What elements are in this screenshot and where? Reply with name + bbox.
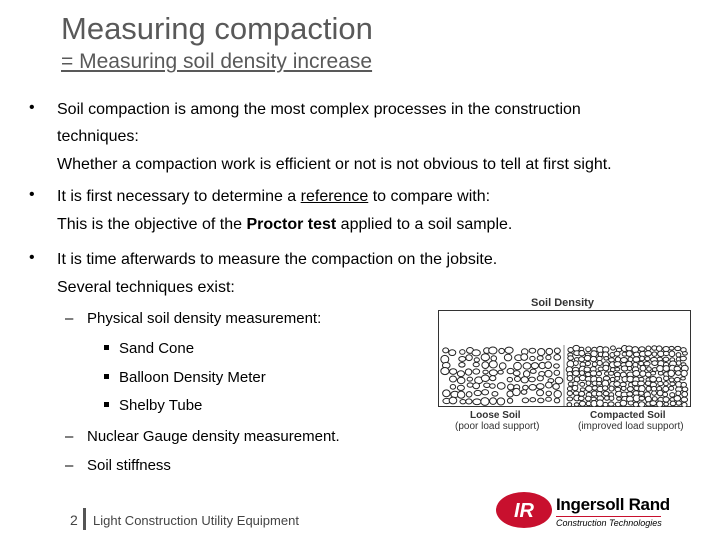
square-bullet-icon	[104, 402, 109, 407]
compacted-soil-particle	[620, 400, 627, 406]
compacted-soil-particle	[652, 361, 658, 366]
loose-soil-particle	[449, 397, 457, 404]
compacted-soil-particle	[640, 356, 645, 361]
footer-divider	[83, 508, 86, 530]
compacted-soil-particle	[676, 391, 681, 395]
compacted-soil-particle	[644, 361, 650, 365]
compacted-soil-particle	[676, 401, 681, 405]
compacted-soil-particle	[579, 357, 585, 362]
loose-soil-particle	[529, 385, 536, 391]
compacted-soil-particle	[663, 366, 669, 372]
loose-soil-particle	[531, 363, 538, 369]
compacted-soil-particle	[586, 381, 591, 386]
technique-balloon: Balloon Density Meter	[119, 369, 266, 386]
compacted-soil-particle	[657, 365, 664, 371]
compacted-soil-particle	[640, 371, 646, 376]
figure-title: Soil Density	[531, 297, 594, 309]
loose-soil-particle	[529, 377, 536, 382]
compacted-soil-particle	[657, 401, 663, 407]
loose-soil-particle	[513, 371, 520, 376]
loose-soil-particle	[473, 362, 479, 366]
loose-soil-particle	[537, 390, 544, 396]
compacted-soil-particle	[669, 351, 675, 357]
loose-soil-particle	[497, 398, 505, 405]
compacted-soil-particle	[597, 382, 602, 386]
compacted-soil-particle	[652, 391, 657, 395]
loose-soil-particle	[530, 398, 536, 402]
loose-soil-particle	[536, 384, 544, 389]
loose-soil-particle	[553, 384, 560, 390]
compacted-soil-particle	[617, 397, 622, 400]
loose-soil-particle	[554, 364, 560, 368]
compacted-soil-particle	[675, 371, 681, 376]
logo-rule	[556, 516, 661, 517]
compacted-soil-particle	[605, 396, 610, 400]
loose-soil-particle	[473, 399, 481, 405]
loose-soil-note: (poor load support)	[455, 421, 540, 432]
compacted-soil-particle	[579, 371, 584, 376]
loose-soil-particle	[546, 382, 553, 388]
compacted-soil-particle	[675, 346, 681, 350]
loose-soil-particle	[545, 370, 552, 377]
loose-soil-particle	[481, 398, 489, 406]
reference-term: reference	[300, 188, 369, 205]
compacted-soil-particle	[609, 371, 614, 375]
compacted-soil-particle	[664, 376, 669, 381]
square-bullet-icon	[104, 374, 109, 379]
compacted-soil-particle	[579, 401, 585, 406]
loose-soil-particle	[482, 390, 489, 395]
sub-item-stiffness: Soil stiffness	[87, 457, 171, 474]
compacted-soil-particle	[669, 378, 674, 382]
compacted-soil-particle	[597, 372, 602, 376]
compacted-soil-caption: Compacted Soil	[590, 410, 666, 421]
loose-soil-particle	[491, 356, 497, 361]
compacted-soil-particle	[670, 393, 675, 397]
loose-soil-particle	[523, 371, 529, 377]
bullet-3-line-2: Several techniques exist:	[57, 279, 235, 296]
loose-soil-particle	[499, 363, 506, 370]
compacted-soil-note: (improved load support)	[578, 421, 684, 432]
compacted-soil-particle	[614, 351, 620, 356]
compacted-soil-particle	[590, 356, 596, 361]
loose-soil-particle	[508, 384, 514, 390]
loose-soil-particle	[523, 385, 529, 390]
sub-item-physical: Physical soil density measurement:	[87, 310, 322, 327]
logo-mark-text: IR	[514, 500, 534, 522]
loose-soil-particle	[481, 354, 489, 361]
compacted-soil-particle	[669, 346, 674, 350]
loose-soil-particle	[457, 371, 464, 377]
logo-name: Ingersoll Rand	[556, 495, 670, 514]
compacted-soil-particle	[645, 351, 652, 356]
technique-shelby: Shelby Tube	[119, 397, 203, 414]
compacted-soil-particle	[584, 355, 590, 360]
compacted-soil-particle	[680, 356, 686, 361]
loose-soil-particle	[465, 369, 472, 375]
compacted-soil-particle	[621, 386, 626, 390]
loose-soil-particle	[498, 370, 503, 374]
loose-soil-caption: Loose Soil	[470, 410, 521, 421]
compacted-soil-particle	[676, 353, 681, 357]
compacted-soil-particle	[597, 361, 602, 366]
sub-dash: –	[65, 310, 74, 327]
loose-soil-particle	[441, 368, 449, 375]
compacted-soil-particle	[682, 391, 688, 396]
compacted-soil-particle	[611, 346, 616, 350]
bullet-1-line-2: techniques:	[57, 128, 139, 145]
loose-soil-particle	[554, 355, 561, 361]
loose-soil-particle	[554, 390, 561, 397]
sub-dash: –	[65, 457, 74, 474]
bullet-1-line-1: Soil compaction is among the most complex processes in the construction	[57, 101, 581, 118]
compacted-soil-particle	[567, 403, 572, 407]
compacted-soil-particle	[663, 357, 669, 361]
loose-soil-particle	[443, 390, 450, 397]
loose-soil-particle	[474, 390, 481, 395]
compacted-soil-particle	[639, 396, 645, 400]
compacted-soil-particle	[626, 351, 632, 357]
loose-soil-particle	[473, 383, 480, 389]
compacted-soil-particle	[615, 367, 620, 370]
compacted-soil-particle	[585, 396, 591, 401]
compacted-soil-particle	[627, 366, 632, 370]
bullet-2-line-1	[57, 189, 490, 205]
ingersoll-rand-logo-icon	[494, 490, 554, 530]
compacted-soil-particle	[597, 356, 602, 360]
loose-soil-particle	[554, 370, 560, 375]
compacted-soil-particle	[639, 391, 644, 395]
bullet-marker: •	[29, 186, 35, 203]
loose-soil-particle	[546, 391, 551, 396]
loose-soil-particle	[459, 363, 465, 368]
loose-soil-particle	[507, 398, 512, 403]
loose-soil-particle	[513, 388, 521, 395]
compacted-soil-particle	[580, 388, 585, 391]
compacted-soil-particle	[614, 362, 621, 367]
compacted-soil-particle	[664, 402, 669, 406]
loose-soil-particle	[484, 383, 490, 388]
compacted-soil-particle	[650, 376, 657, 382]
loose-soil-particle	[521, 390, 527, 395]
compacted-soil-particle	[573, 361, 578, 366]
loose-soil-particle	[466, 399, 472, 404]
bullet-2-line-2	[57, 217, 512, 233]
loose-soil-particle	[555, 377, 563, 384]
loose-soil-particle	[489, 370, 497, 376]
compacted-soil-particle	[683, 352, 688, 355]
compacted-soil-particle	[682, 402, 687, 407]
bullet-1-line-3: Whether a compaction work is efficient or not is not obvious to tell at first sight.	[57, 156, 612, 173]
compacted-soil-particle	[572, 385, 578, 390]
compacted-soil-particle	[663, 392, 668, 396]
loose-soil-particle	[474, 358, 479, 362]
loose-soil-particle	[504, 354, 511, 361]
compacted-soil-particle	[646, 386, 651, 391]
text-segment: This is the objective of the	[57, 216, 247, 233]
bullet-marker: •	[29, 249, 35, 266]
loose-soil-particle	[523, 363, 531, 370]
loose-soil-particle	[514, 376, 520, 381]
compacted-soil-particle	[645, 357, 650, 361]
loose-soil-particle	[521, 377, 528, 383]
compacted-soil-particle	[567, 387, 572, 391]
compacted-soil-particle	[650, 401, 657, 406]
compacted-soil-particle	[658, 371, 663, 375]
compacted-soil-particle	[656, 346, 662, 351]
loose-soil-particle	[537, 376, 543, 381]
loose-soil-particle	[457, 385, 464, 390]
compacted-soil-particle	[663, 351, 669, 355]
footer-text: Light Construction Utility Equipment	[93, 513, 299, 528]
loose-soil-particle	[460, 399, 466, 403]
compacted-soil-particle	[585, 361, 590, 365]
compacted-soil-particle	[580, 382, 585, 386]
loose-soil-particle	[450, 384, 455, 389]
technique-sand-cone: Sand Cone	[119, 340, 195, 357]
bullet-marker: •	[29, 99, 35, 116]
loose-soil-particle	[546, 397, 552, 401]
page-title: Measuring compaction	[61, 11, 373, 46]
loose-soil-particle	[482, 362, 489, 369]
loose-soil-particle	[546, 348, 553, 354]
compacted-soil-particle	[574, 403, 579, 407]
compacted-soil-particle	[626, 346, 633, 351]
compacted-soil-particle	[579, 351, 585, 356]
compacted-soil-particle	[676, 361, 681, 366]
compacted-soil-particle	[615, 377, 620, 381]
square-bullet-icon	[104, 345, 109, 350]
compacted-soil-particle	[633, 402, 638, 407]
compacted-soil-particle	[668, 370, 674, 376]
sub-item-nuclear: Nuclear Gauge density measurement.	[87, 428, 340, 445]
loose-soil-particle	[466, 355, 472, 361]
compacted-soil-particle	[647, 367, 652, 371]
compacted-soil-particle	[609, 396, 614, 400]
loose-soil-particle	[473, 369, 480, 374]
compacted-soil-particle	[578, 396, 584, 400]
loose-soil-particle	[537, 356, 543, 361]
compacted-soil-particle	[681, 370, 687, 376]
compacted-soil-particle	[604, 357, 609, 361]
loose-soil-particle	[530, 356, 535, 360]
page-number: 2	[70, 512, 78, 528]
compacted-soil-particle	[586, 386, 593, 392]
loose-soil-particle	[554, 348, 560, 353]
compacted-soil-particle	[669, 386, 674, 390]
bullet-3-line-1: It is time afterwards to measure the compaction on the jobsite.	[57, 251, 498, 268]
loose-soil-particle	[530, 369, 536, 373]
loose-soil-particle	[467, 383, 473, 387]
loose-soil-particle	[522, 398, 528, 403]
compacted-soil-particle	[603, 365, 609, 371]
loose-soil-particle	[538, 348, 545, 355]
loose-soil-particle	[489, 361, 497, 368]
compacted-soil-particle	[639, 347, 645, 352]
loose-soil-particle	[460, 350, 465, 355]
compacted-soil-particle	[584, 367, 590, 372]
logo-subtitle: Construction Technologies	[556, 518, 662, 528]
loose-soil-particle	[490, 398, 497, 405]
soil-density-illustration	[438, 310, 691, 407]
compacted-soil-particle	[627, 392, 633, 397]
loose-soil-particle	[538, 398, 544, 403]
loose-soil-particle	[514, 362, 522, 370]
loose-soil-particle	[459, 356, 466, 361]
loose-soil-particle	[449, 350, 456, 356]
compacted-soil-particle	[614, 381, 621, 386]
loose-soil-particle	[529, 348, 536, 353]
compacted-soil-particle	[597, 400, 604, 407]
compacted-soil-particle	[682, 387, 688, 392]
compacted-soil-particle	[602, 386, 607, 391]
sub-dash: –	[65, 428, 74, 445]
compacted-soil-particle	[646, 346, 651, 351]
compacted-soil-particle	[663, 346, 669, 351]
compacted-soil-particle	[568, 356, 574, 361]
loose-soil-particle	[466, 392, 472, 397]
compacted-soil-particle	[670, 401, 676, 406]
loose-soil-particle	[483, 370, 488, 374]
compacted-soil-particle	[609, 386, 614, 391]
loose-soil-particle	[489, 347, 497, 354]
loose-soil-particle	[490, 376, 496, 381]
loose-soil-particle	[443, 348, 449, 353]
loose-soil-particle	[499, 348, 505, 353]
compacted-soil-particle	[608, 402, 614, 406]
loose-soil-particle	[467, 377, 472, 381]
compacted-soil-particle	[681, 397, 687, 402]
compacted-soil-particle	[586, 347, 591, 352]
loose-soil-particle	[497, 383, 505, 390]
compacted-soil-particle	[670, 382, 675, 386]
loose-soil-particle	[481, 375, 489, 381]
compacted-soil-particle	[592, 362, 597, 367]
compacted-soil-particle	[603, 402, 608, 406]
loose-soil-particle	[545, 362, 552, 369]
compacted-soil-particle	[652, 352, 657, 357]
compacted-soil-particle	[573, 391, 579, 395]
text-segment: It is first necessary to determine a	[57, 188, 301, 205]
loose-soil-particle	[521, 354, 528, 361]
compacted-soil-particle	[681, 377, 686, 380]
text-segment: to compare with:	[368, 188, 491, 205]
compacted-soil-particle	[663, 386, 669, 392]
compacted-soil-particle	[586, 401, 591, 406]
compacted-soil-particle	[603, 391, 609, 396]
compacted-soil-particle	[627, 387, 633, 392]
compacted-soil-particle	[663, 397, 669, 402]
compacted-soil-particle	[640, 365, 646, 371]
compacted-soil-particle	[674, 396, 681, 401]
loose-soil-particle	[472, 350, 480, 356]
loose-soil-particle	[450, 369, 457, 375]
proctor-test-term: Proctor test	[246, 216, 337, 233]
compacted-soil-particle	[633, 371, 640, 377]
compacted-soil-particle	[567, 376, 573, 381]
compacted-soil-particle	[633, 352, 639, 357]
compacted-soil-particle	[590, 371, 597, 376]
loose-soil-particle	[457, 377, 465, 384]
compacted-soil-particle	[567, 397, 573, 401]
compacted-soil-particle	[658, 381, 663, 385]
compacted-soil-particle	[573, 371, 580, 376]
loose-soil-particle	[492, 392, 498, 397]
compacted-soil-particle	[628, 401, 633, 405]
compacted-soil-particle	[567, 391, 572, 396]
loose-soil-particle	[505, 347, 513, 353]
compacted-soil-particle	[633, 357, 640, 362]
compacted-soil-particle	[638, 402, 644, 407]
page-subtitle: = Measuring soil density increase	[61, 50, 373, 73]
loose-soil-particle	[450, 376, 457, 382]
loose-soil-particle	[490, 384, 496, 388]
loose-soil-particle	[546, 355, 551, 360]
loose-soil-particle	[507, 377, 512, 382]
text-segment: applied to a soil sample.	[336, 216, 513, 233]
loose-soil-particle	[457, 391, 464, 398]
compacted-soil-particle	[651, 371, 656, 375]
compacted-soil-particle	[664, 381, 669, 385]
loose-soil-particle	[554, 398, 559, 403]
